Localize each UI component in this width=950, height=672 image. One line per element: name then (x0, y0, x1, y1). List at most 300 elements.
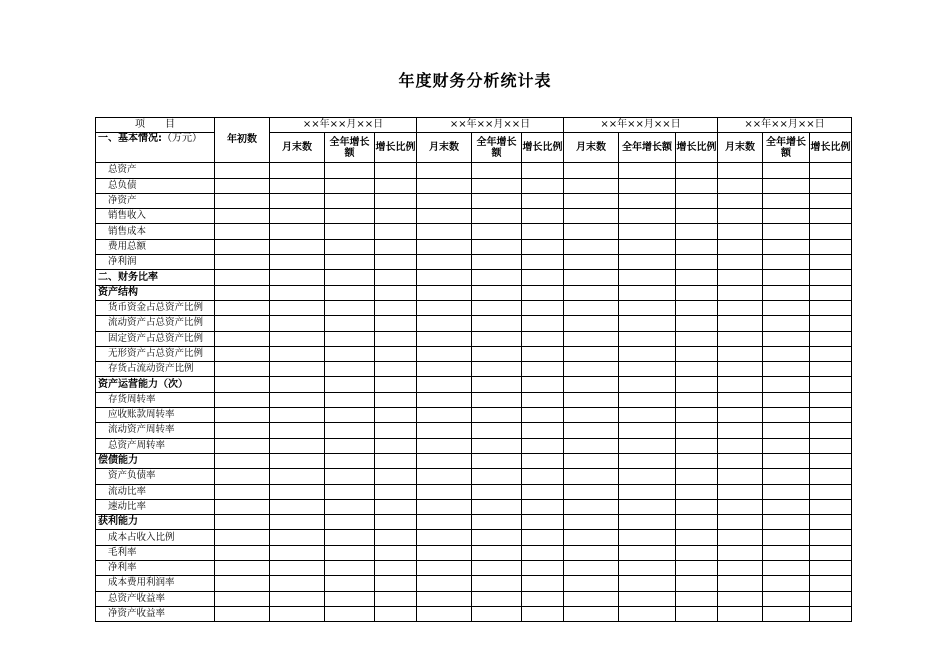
data-cell[interactable] (619, 484, 676, 499)
data-cell[interactable] (472, 392, 522, 407)
data-cell[interactable] (375, 255, 417, 270)
data-cell[interactable] (718, 606, 763, 621)
data-cell[interactable] (810, 377, 852, 392)
data-cell[interactable] (270, 285, 325, 300)
data-cell[interactable] (676, 316, 718, 331)
data-cell[interactable] (564, 408, 619, 423)
data-cell[interactable] (676, 545, 718, 560)
data-cell[interactable] (522, 561, 564, 576)
data-cell[interactable] (375, 239, 417, 254)
data-cell[interactable] (325, 392, 375, 407)
data-cell[interactable] (763, 423, 810, 438)
data-cell[interactable] (472, 377, 522, 392)
data-cell[interactable] (619, 239, 676, 254)
data-cell[interactable] (325, 453, 375, 468)
data-cell[interactable] (270, 224, 325, 239)
data-cell[interactable] (763, 209, 810, 224)
data-cell[interactable] (718, 423, 763, 438)
data-cell[interactable] (676, 606, 718, 621)
data-cell[interactable] (375, 163, 417, 178)
data-cell[interactable] (472, 561, 522, 576)
data-cell[interactable] (676, 270, 718, 285)
data-cell[interactable] (270, 331, 325, 346)
data-cell[interactable] (522, 453, 564, 468)
data-cell[interactable] (522, 423, 564, 438)
data-cell[interactable] (472, 163, 522, 178)
data-cell[interactable] (619, 392, 676, 407)
data-cell[interactable] (375, 346, 417, 361)
data-cell[interactable] (375, 423, 417, 438)
data-cell[interactable] (215, 591, 270, 606)
data-cell[interactable] (270, 193, 325, 208)
data-cell[interactable] (763, 515, 810, 530)
data-cell[interactable] (763, 499, 810, 514)
data-cell[interactable] (676, 499, 718, 514)
data-cell[interactable] (718, 239, 763, 254)
data-cell[interactable] (522, 377, 564, 392)
data-cell[interactable] (270, 178, 325, 193)
data-cell[interactable] (325, 224, 375, 239)
data-cell[interactable] (375, 331, 417, 346)
data-cell[interactable] (619, 163, 676, 178)
data-cell[interactable] (676, 163, 718, 178)
data-cell[interactable] (718, 576, 763, 591)
data-cell[interactable] (522, 300, 564, 315)
data-cell[interactable] (522, 408, 564, 423)
data-cell[interactable] (810, 606, 852, 621)
data-cell[interactable] (522, 545, 564, 560)
data-cell[interactable] (325, 316, 375, 331)
data-cell[interactable] (676, 193, 718, 208)
data-cell[interactable] (522, 224, 564, 239)
data-cell[interactable] (810, 499, 852, 514)
data-cell[interactable] (215, 193, 270, 208)
data-cell[interactable] (718, 300, 763, 315)
data-cell[interactable] (522, 316, 564, 331)
data-cell[interactable] (718, 270, 763, 285)
data-cell[interactable] (472, 499, 522, 514)
data-cell[interactable] (619, 193, 676, 208)
data-cell[interactable] (270, 270, 325, 285)
data-cell[interactable] (763, 255, 810, 270)
data-cell[interactable] (619, 408, 676, 423)
data-cell[interactable] (522, 209, 564, 224)
data-cell[interactable] (619, 499, 676, 514)
data-cell[interactable] (472, 331, 522, 346)
data-cell[interactable] (472, 606, 522, 621)
data-cell[interactable] (522, 499, 564, 514)
data-cell[interactable] (810, 209, 852, 224)
data-cell[interactable] (619, 331, 676, 346)
data-cell[interactable] (270, 515, 325, 530)
data-cell[interactable] (718, 591, 763, 606)
data-cell[interactable] (375, 316, 417, 331)
data-cell[interactable] (375, 484, 417, 499)
data-cell[interactable] (676, 591, 718, 606)
data-cell[interactable] (763, 453, 810, 468)
data-cell[interactable] (763, 224, 810, 239)
data-cell[interactable] (417, 270, 472, 285)
data-cell[interactable] (472, 438, 522, 453)
data-cell[interactable] (417, 545, 472, 560)
data-cell[interactable] (718, 178, 763, 193)
data-cell[interactable] (472, 193, 522, 208)
data-cell[interactable] (472, 576, 522, 591)
data-cell[interactable] (375, 499, 417, 514)
data-cell[interactable] (215, 270, 270, 285)
data-cell[interactable] (325, 346, 375, 361)
data-cell[interactable] (472, 545, 522, 560)
data-cell[interactable] (619, 545, 676, 560)
data-cell[interactable] (375, 300, 417, 315)
data-cell[interactable] (472, 316, 522, 331)
data-cell[interactable] (763, 561, 810, 576)
data-cell[interactable] (325, 545, 375, 560)
data-cell[interactable] (810, 193, 852, 208)
data-cell[interactable] (375, 224, 417, 239)
data-cell[interactable] (564, 362, 619, 377)
data-cell[interactable] (564, 392, 619, 407)
data-cell[interactable] (676, 178, 718, 193)
data-cell[interactable] (564, 331, 619, 346)
data-cell[interactable] (810, 163, 852, 178)
data-cell[interactable] (619, 561, 676, 576)
data-cell[interactable] (215, 316, 270, 331)
data-cell[interactable] (619, 362, 676, 377)
data-cell[interactable] (522, 484, 564, 499)
data-cell[interactable] (215, 209, 270, 224)
data-cell[interactable] (215, 530, 270, 545)
data-cell[interactable] (522, 469, 564, 484)
data-cell[interactable] (763, 392, 810, 407)
data-cell[interactable] (676, 377, 718, 392)
data-cell[interactable] (619, 438, 676, 453)
data-cell[interactable] (417, 316, 472, 331)
data-cell[interactable] (325, 193, 375, 208)
data-cell[interactable] (270, 576, 325, 591)
data-cell[interactable] (472, 362, 522, 377)
data-cell[interactable] (619, 453, 676, 468)
data-cell[interactable] (810, 515, 852, 530)
data-cell[interactable] (619, 591, 676, 606)
data-cell[interactable] (325, 255, 375, 270)
data-cell[interactable] (810, 270, 852, 285)
data-cell[interactable] (325, 270, 375, 285)
data-cell[interactable] (718, 346, 763, 361)
data-cell[interactable] (522, 193, 564, 208)
data-cell[interactable] (270, 545, 325, 560)
data-cell[interactable] (619, 423, 676, 438)
data-cell[interactable] (676, 300, 718, 315)
data-cell[interactable] (763, 484, 810, 499)
data-cell[interactable] (564, 285, 619, 300)
data-cell[interactable] (325, 209, 375, 224)
data-cell[interactable] (676, 438, 718, 453)
data-cell[interactable] (810, 453, 852, 468)
data-cell[interactable] (619, 209, 676, 224)
data-cell[interactable] (417, 408, 472, 423)
data-cell[interactable] (375, 576, 417, 591)
data-cell[interactable] (810, 224, 852, 239)
data-cell[interactable] (270, 438, 325, 453)
data-cell[interactable] (325, 515, 375, 530)
data-cell[interactable] (564, 606, 619, 621)
data-cell[interactable] (215, 178, 270, 193)
data-cell[interactable] (325, 423, 375, 438)
data-cell[interactable] (718, 285, 763, 300)
data-cell[interactable] (718, 255, 763, 270)
data-cell[interactable] (619, 515, 676, 530)
data-cell[interactable] (763, 362, 810, 377)
data-cell[interactable] (564, 346, 619, 361)
data-cell[interactable] (676, 423, 718, 438)
data-cell[interactable] (270, 239, 325, 254)
data-cell[interactable] (417, 423, 472, 438)
data-cell[interactable] (375, 392, 417, 407)
data-cell[interactable] (270, 362, 325, 377)
data-cell[interactable] (417, 469, 472, 484)
data-cell[interactable] (325, 438, 375, 453)
data-cell[interactable] (215, 255, 270, 270)
data-cell[interactable] (215, 300, 270, 315)
data-cell[interactable] (325, 300, 375, 315)
data-cell[interactable] (325, 469, 375, 484)
data-cell[interactable] (718, 377, 763, 392)
data-cell[interactable] (270, 300, 325, 315)
data-cell[interactable] (472, 423, 522, 438)
data-cell[interactable] (472, 285, 522, 300)
data-cell[interactable] (417, 193, 472, 208)
data-cell[interactable] (676, 362, 718, 377)
data-cell[interactable] (417, 576, 472, 591)
data-cell[interactable] (215, 484, 270, 499)
data-cell[interactable] (522, 438, 564, 453)
data-cell[interactable] (763, 438, 810, 453)
data-cell[interactable] (810, 331, 852, 346)
data-cell[interactable] (270, 392, 325, 407)
data-cell[interactable] (417, 300, 472, 315)
data-cell[interactable] (564, 469, 619, 484)
data-cell[interactable] (564, 255, 619, 270)
data-cell[interactable] (676, 408, 718, 423)
data-cell[interactable] (375, 285, 417, 300)
data-cell[interactable] (676, 561, 718, 576)
data-cell[interactable] (375, 270, 417, 285)
data-cell[interactable] (375, 453, 417, 468)
data-cell[interactable] (325, 239, 375, 254)
data-cell[interactable] (325, 530, 375, 545)
data-cell[interactable] (417, 606, 472, 621)
data-cell[interactable] (215, 438, 270, 453)
data-cell[interactable] (619, 270, 676, 285)
data-cell[interactable] (472, 300, 522, 315)
data-cell[interactable] (472, 530, 522, 545)
data-cell[interactable] (810, 362, 852, 377)
data-cell[interactable] (375, 530, 417, 545)
data-cell[interactable] (215, 499, 270, 514)
data-cell[interactable] (375, 408, 417, 423)
data-cell[interactable] (676, 453, 718, 468)
data-cell[interactable] (522, 255, 564, 270)
data-cell[interactable] (718, 484, 763, 499)
data-cell[interactable] (619, 178, 676, 193)
data-cell[interactable] (522, 163, 564, 178)
data-cell[interactable] (270, 408, 325, 423)
data-cell[interactable] (325, 178, 375, 193)
data-cell[interactable] (215, 224, 270, 239)
data-cell[interactable] (676, 484, 718, 499)
data-cell[interactable] (270, 591, 325, 606)
data-cell[interactable] (375, 561, 417, 576)
data-cell[interactable] (215, 469, 270, 484)
data-cell[interactable] (472, 408, 522, 423)
data-cell[interactable] (522, 270, 564, 285)
data-cell[interactable] (763, 530, 810, 545)
data-cell[interactable] (564, 239, 619, 254)
data-cell[interactable] (417, 285, 472, 300)
data-cell[interactable] (522, 576, 564, 591)
data-cell[interactable] (375, 193, 417, 208)
data-cell[interactable] (763, 377, 810, 392)
data-cell[interactable] (718, 362, 763, 377)
data-cell[interactable] (417, 499, 472, 514)
data-cell[interactable] (763, 316, 810, 331)
data-cell[interactable] (810, 178, 852, 193)
data-cell[interactable] (564, 178, 619, 193)
data-cell[interactable] (472, 239, 522, 254)
data-cell[interactable] (522, 515, 564, 530)
data-cell[interactable] (676, 224, 718, 239)
data-cell[interactable] (810, 255, 852, 270)
data-cell[interactable] (676, 346, 718, 361)
data-cell[interactable] (564, 515, 619, 530)
data-cell[interactable] (619, 224, 676, 239)
data-cell[interactable] (810, 591, 852, 606)
data-cell[interactable] (810, 423, 852, 438)
data-cell[interactable] (564, 484, 619, 499)
data-cell[interactable] (375, 377, 417, 392)
data-cell[interactable] (763, 576, 810, 591)
data-cell[interactable] (215, 331, 270, 346)
data-cell[interactable] (763, 163, 810, 178)
data-cell[interactable] (472, 178, 522, 193)
data-cell[interactable] (676, 392, 718, 407)
data-cell[interactable] (215, 515, 270, 530)
data-cell[interactable] (215, 606, 270, 621)
data-cell[interactable] (564, 499, 619, 514)
data-cell[interactable] (718, 499, 763, 514)
data-cell[interactable] (417, 591, 472, 606)
data-cell[interactable] (325, 331, 375, 346)
data-cell[interactable] (472, 209, 522, 224)
data-cell[interactable] (718, 469, 763, 484)
data-cell[interactable] (215, 285, 270, 300)
data-cell[interactable] (215, 392, 270, 407)
data-cell[interactable] (564, 453, 619, 468)
data-cell[interactable] (564, 270, 619, 285)
data-cell[interactable] (270, 499, 325, 514)
data-cell[interactable] (718, 193, 763, 208)
data-cell[interactable] (215, 163, 270, 178)
data-cell[interactable] (472, 224, 522, 239)
data-cell[interactable] (718, 163, 763, 178)
data-cell[interactable] (564, 224, 619, 239)
data-cell[interactable] (810, 392, 852, 407)
data-cell[interactable] (718, 392, 763, 407)
data-cell[interactable] (417, 239, 472, 254)
data-cell[interactable] (564, 193, 619, 208)
data-cell[interactable] (270, 561, 325, 576)
data-cell[interactable] (676, 515, 718, 530)
data-cell[interactable] (522, 178, 564, 193)
data-cell[interactable] (564, 163, 619, 178)
data-cell[interactable] (763, 178, 810, 193)
data-cell[interactable] (417, 453, 472, 468)
data-cell[interactable] (763, 193, 810, 208)
data-cell[interactable] (810, 561, 852, 576)
data-cell[interactable] (676, 255, 718, 270)
data-cell[interactable] (325, 561, 375, 576)
data-cell[interactable] (718, 224, 763, 239)
data-cell[interactable] (375, 606, 417, 621)
data-cell[interactable] (564, 438, 619, 453)
data-cell[interactable] (215, 239, 270, 254)
data-cell[interactable] (417, 163, 472, 178)
data-cell[interactable] (810, 346, 852, 361)
data-cell[interactable] (763, 408, 810, 423)
data-cell[interactable] (718, 438, 763, 453)
data-cell[interactable] (810, 239, 852, 254)
data-cell[interactable] (417, 561, 472, 576)
data-cell[interactable] (676, 209, 718, 224)
data-cell[interactable] (564, 591, 619, 606)
data-cell[interactable] (270, 453, 325, 468)
data-cell[interactable] (763, 300, 810, 315)
data-cell[interactable] (375, 515, 417, 530)
data-cell[interactable] (375, 545, 417, 560)
data-cell[interactable] (619, 377, 676, 392)
data-cell[interactable] (325, 499, 375, 514)
data-cell[interactable] (270, 423, 325, 438)
data-cell[interactable] (472, 255, 522, 270)
data-cell[interactable] (810, 300, 852, 315)
data-cell[interactable] (718, 408, 763, 423)
data-cell[interactable] (763, 331, 810, 346)
data-cell[interactable] (522, 530, 564, 545)
data-cell[interactable] (375, 591, 417, 606)
data-cell[interactable] (564, 209, 619, 224)
data-cell[interactable] (522, 285, 564, 300)
data-cell[interactable] (763, 591, 810, 606)
data-cell[interactable] (718, 515, 763, 530)
data-cell[interactable] (810, 576, 852, 591)
data-cell[interactable] (325, 163, 375, 178)
data-cell[interactable] (472, 515, 522, 530)
data-cell[interactable] (763, 239, 810, 254)
data-cell[interactable] (522, 331, 564, 346)
data-cell[interactable] (270, 163, 325, 178)
data-cell[interactable] (718, 530, 763, 545)
data-cell[interactable] (215, 377, 270, 392)
data-cell[interactable] (718, 331, 763, 346)
data-cell[interactable] (215, 346, 270, 361)
data-cell[interactable] (564, 530, 619, 545)
data-cell[interactable] (676, 469, 718, 484)
data-cell[interactable] (564, 576, 619, 591)
data-cell[interactable] (270, 316, 325, 331)
data-cell[interactable] (270, 469, 325, 484)
data-cell[interactable] (215, 545, 270, 560)
